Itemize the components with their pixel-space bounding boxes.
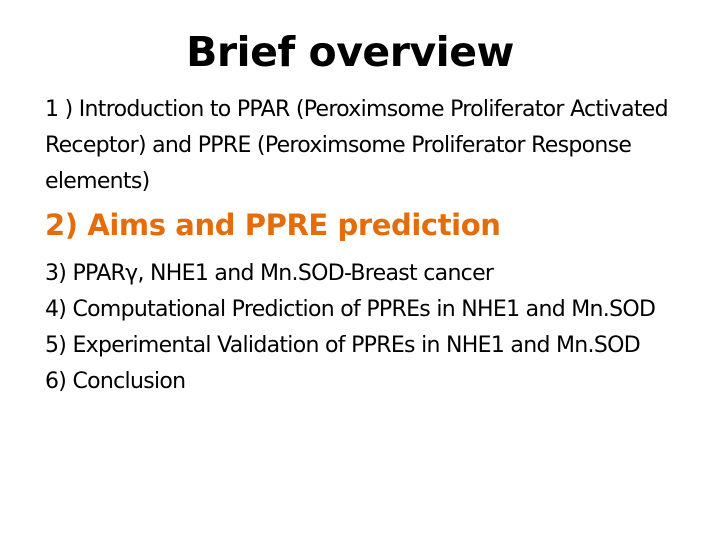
overview-item-breast-cancer: 3) PPARγ, NHE1 and Mn.SOD-Breast cancer xyxy=(45,261,494,286)
overview-item-computational-prediction: 4) Computational Prediction of PPREs in NHE1 and Mn.SOD xyxy=(45,297,656,322)
overview-item-experimental-validation: 5) Experimental Validation of PPREs in NHE1 and Mn.SOD xyxy=(45,333,640,358)
overview-item-aims: 2) Aims and PPRE prediction xyxy=(45,208,501,242)
overview-item-introduction: 1 ) Introduction to PPAR (Peroximsome Proliferator Activated Receptor) and PPRE (Peroximsome Proliferator Response elements) xyxy=(45,97,668,194)
slide-title: Brief overview xyxy=(186,28,514,76)
overview-item-conclusion: 6) Conclusion xyxy=(45,369,186,394)
overview-list xyxy=(45,92,705,400)
